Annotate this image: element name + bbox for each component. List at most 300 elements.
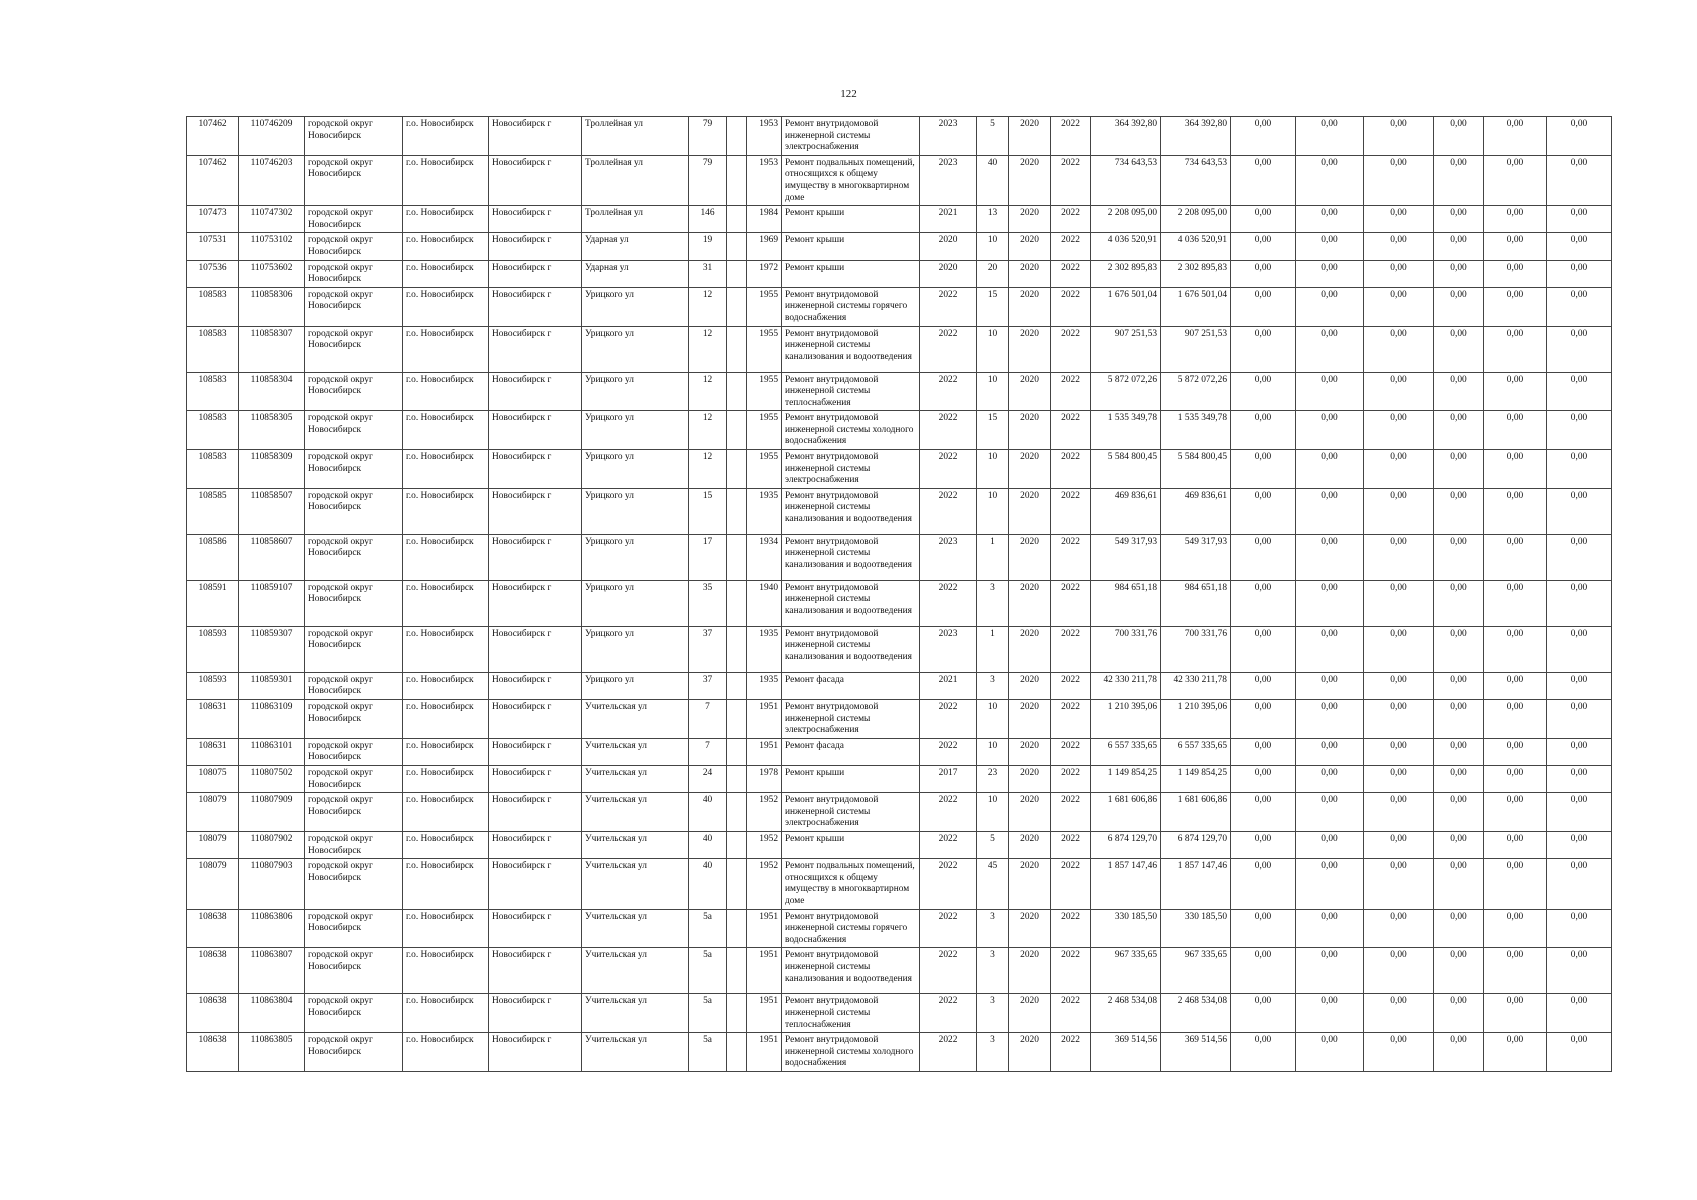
- cell-other-funds: 0,00: [1484, 287, 1547, 326]
- cell-budget-local: 0,00: [1364, 831, 1434, 858]
- cell-owners-funds: 0,00: [1434, 859, 1484, 909]
- cell-period-end: 2022: [1051, 117, 1091, 156]
- cell-budget-local: 0,00: [1364, 700, 1434, 739]
- cell-street: Урицкого ул: [582, 672, 689, 699]
- cell-work-type: Ремонт внутридомовой инженерной системы электроснабжения: [782, 450, 920, 489]
- cell-total-cost: 42 330 211,78: [1091, 672, 1161, 699]
- cell-plan-year: 2023: [920, 534, 977, 580]
- cell-street: Урицкого ул: [582, 450, 689, 489]
- cell-owners-funds: 0,00: [1434, 700, 1484, 739]
- cell-other-funds: 0,00: [1484, 233, 1547, 260]
- cell-total-cost: 4 036 520,91: [1091, 233, 1161, 260]
- cell-period-start: 2020: [1009, 326, 1051, 372]
- cell-budget-federal: 0,00: [1231, 672, 1296, 699]
- cell-owners-funds: 0,00: [1434, 580, 1484, 626]
- cell-fund-cost: 6 557 335,65: [1161, 738, 1231, 765]
- cell-budget-federal: 0,00: [1231, 287, 1296, 326]
- cell-build-year: 1951: [747, 1033, 782, 1072]
- cell-wear-percent: 10: [977, 738, 1009, 765]
- cell-plan-year: 2022: [920, 1033, 977, 1072]
- cell-building-part: [727, 372, 747, 411]
- cell-building-part: [727, 580, 747, 626]
- cell-owners-funds: 0,00: [1434, 831, 1484, 858]
- cell-building-part: [727, 909, 747, 948]
- cell-work-id: 110807502: [239, 766, 305, 793]
- cell-city: Новосибирск г: [489, 626, 582, 672]
- cell-street: Троллейная ул: [582, 155, 689, 205]
- cell-period-end: 2022: [1051, 909, 1091, 948]
- cell-wear-percent: 15: [977, 411, 1009, 450]
- cell-city: Новосибирск г: [489, 672, 582, 699]
- cell-work-id: 110858309: [239, 450, 305, 489]
- cell-total-cost: 2 468 534,08: [1091, 994, 1161, 1033]
- cell-object-id: 108583: [187, 287, 239, 326]
- cell-budget-federal: 0,00: [1231, 206, 1296, 233]
- cell-reserve-funds: 0,00: [1547, 738, 1612, 765]
- cell-building-part: [727, 488, 747, 534]
- cell-object-id: 107531: [187, 233, 239, 260]
- cell-fund-cost: 967 335,65: [1161, 948, 1231, 994]
- cell-district: г.о. Новосибирск: [403, 1033, 489, 1072]
- cell-fund-cost: 907 251,53: [1161, 326, 1231, 372]
- cell-wear-percent: 10: [977, 326, 1009, 372]
- cell-period-start: 2020: [1009, 700, 1051, 739]
- cell-period-end: 2022: [1051, 994, 1091, 1033]
- cell-owners-funds: 0,00: [1434, 411, 1484, 450]
- cell-build-year: 1952: [747, 859, 782, 909]
- cell-wear-percent: 10: [977, 793, 1009, 832]
- cell-period-start: 2020: [1009, 994, 1051, 1033]
- cell-district: г.о. Новосибирск: [403, 372, 489, 411]
- table-row: [187, 450, 1612, 489]
- cell-house-number: 12: [689, 287, 727, 326]
- cell-wear-percent: 1: [977, 626, 1009, 672]
- cell-work-id: 110863804: [239, 994, 305, 1033]
- cell-street: Учительская ул: [582, 948, 689, 994]
- cell-reserve-funds: 0,00: [1547, 450, 1612, 489]
- cell-build-year: 1972: [747, 260, 782, 287]
- cell-house-number: 37: [689, 626, 727, 672]
- table-row: [187, 700, 1612, 739]
- cell-budget-regional: 0,00: [1296, 411, 1364, 450]
- cell-owners-funds: 0,00: [1434, 738, 1484, 765]
- cell-house-number: 12: [689, 372, 727, 411]
- cell-build-year: 1955: [747, 326, 782, 372]
- cell-work-id: 110858304: [239, 372, 305, 411]
- cell-period-start: 2020: [1009, 1033, 1051, 1072]
- cell-building-part: [727, 626, 747, 672]
- cell-owners-funds: 0,00: [1434, 534, 1484, 580]
- cell-total-cost: 549 317,93: [1091, 534, 1161, 580]
- cell-budget-local: 0,00: [1364, 534, 1434, 580]
- table-row: [187, 260, 1612, 287]
- cell-fund-cost: 1 210 395,06: [1161, 700, 1231, 739]
- cell-work-id: 110807909: [239, 793, 305, 832]
- cell-building-part: [727, 117, 747, 156]
- cell-other-funds: 0,00: [1484, 672, 1547, 699]
- cell-fund-cost: 4 036 520,91: [1161, 233, 1231, 260]
- table-row: [187, 372, 1612, 411]
- cell-fund-cost: 5 584 800,45: [1161, 450, 1231, 489]
- cell-building-part: [727, 994, 747, 1033]
- cell-budget-local: 0,00: [1364, 859, 1434, 909]
- cell-house-number: 79: [689, 155, 727, 205]
- cell-object-id: 108079: [187, 793, 239, 832]
- cell-street: Учительская ул: [582, 1033, 689, 1072]
- cell-work-type: Ремонт крыши: [782, 831, 920, 858]
- cell-work-type: Ремонт внутридомовой инженерной системы электроснабжения: [782, 793, 920, 832]
- table-row: [187, 909, 1612, 948]
- cell-plan-year: 2021: [920, 672, 977, 699]
- cell-build-year: 1955: [747, 450, 782, 489]
- cell-period-end: 2022: [1051, 672, 1091, 699]
- cell-district: г.о. Новосибирск: [403, 700, 489, 739]
- cell-reserve-funds: 0,00: [1547, 831, 1612, 858]
- cell-municipality: городской округ Новосибирск: [305, 233, 403, 260]
- cell-work-type: Ремонт внутридомовой инженерной системы канализования и водоотведения: [782, 488, 920, 534]
- cell-period-start: 2020: [1009, 450, 1051, 489]
- cell-building-part: [727, 1033, 747, 1072]
- cell-budget-regional: 0,00: [1296, 155, 1364, 205]
- cell-street: Учительская ул: [582, 738, 689, 765]
- cell-street: Троллейная ул: [582, 117, 689, 156]
- cell-owners-funds: 0,00: [1434, 326, 1484, 372]
- cell-district: г.о. Новосибирск: [403, 117, 489, 156]
- cell-period-end: 2022: [1051, 372, 1091, 411]
- cell-period-end: 2022: [1051, 626, 1091, 672]
- cell-period-end: 2022: [1051, 287, 1091, 326]
- cell-municipality: городской округ Новосибирск: [305, 793, 403, 832]
- cell-house-number: 17: [689, 534, 727, 580]
- cell-budget-regional: 0,00: [1296, 766, 1364, 793]
- cell-city: Новосибирск г: [489, 287, 582, 326]
- cell-municipality: городской округ Новосибирск: [305, 155, 403, 205]
- cell-house-number: 40: [689, 793, 727, 832]
- cell-building-part: [727, 411, 747, 450]
- cell-work-id: 110858607: [239, 534, 305, 580]
- cell-city: Новосибирск г: [489, 580, 582, 626]
- cell-wear-percent: 5: [977, 831, 1009, 858]
- cell-object-id: 108583: [187, 411, 239, 450]
- cell-work-id: 110858307: [239, 326, 305, 372]
- cell-period-start: 2020: [1009, 738, 1051, 765]
- cell-plan-year: 2022: [920, 909, 977, 948]
- cell-work-type: Ремонт внутридомовой инженерной системы теплоснабжения: [782, 372, 920, 411]
- cell-owners-funds: 0,00: [1434, 372, 1484, 411]
- cell-work-type: Ремонт внутридомовой инженерной системы теплоснабжения: [782, 994, 920, 1033]
- cell-reserve-funds: 0,00: [1547, 580, 1612, 626]
- cell-build-year: 1935: [747, 488, 782, 534]
- cell-other-funds: 0,00: [1484, 372, 1547, 411]
- cell-building-part: [727, 700, 747, 739]
- cell-build-year: 1952: [747, 793, 782, 832]
- table-row: [187, 831, 1612, 858]
- cell-plan-year: 2020: [920, 260, 977, 287]
- cell-work-id: 110753602: [239, 260, 305, 287]
- cell-period-end: 2022: [1051, 1033, 1091, 1072]
- cell-owners-funds: 0,00: [1434, 260, 1484, 287]
- cell-object-id: 108638: [187, 909, 239, 948]
- cell-district: г.о. Новосибирск: [403, 672, 489, 699]
- cell-owners-funds: 0,00: [1434, 626, 1484, 672]
- cell-city: Новосибирск г: [489, 948, 582, 994]
- cell-budget-federal: 0,00: [1231, 580, 1296, 626]
- cell-build-year: 1952: [747, 831, 782, 858]
- cell-budget-local: 0,00: [1364, 206, 1434, 233]
- cell-build-year: 1953: [747, 155, 782, 205]
- cell-street: Ударная ул: [582, 233, 689, 260]
- cell-period-start: 2020: [1009, 766, 1051, 793]
- cell-object-id: 108631: [187, 700, 239, 739]
- cell-work-id: 110863109: [239, 700, 305, 739]
- cell-object-id: 108583: [187, 326, 239, 372]
- cell-object-id: 108638: [187, 1033, 239, 1072]
- cell-total-cost: 6 557 335,65: [1091, 738, 1161, 765]
- cell-work-id: 110807902: [239, 831, 305, 858]
- cell-plan-year: 2022: [920, 700, 977, 739]
- cell-build-year: 1951: [747, 700, 782, 739]
- cell-other-funds: 0,00: [1484, 326, 1547, 372]
- cell-budget-regional: 0,00: [1296, 994, 1364, 1033]
- cell-wear-percent: 3: [977, 580, 1009, 626]
- cell-reserve-funds: 0,00: [1547, 793, 1612, 832]
- cell-plan-year: 2022: [920, 450, 977, 489]
- cell-budget-regional: 0,00: [1296, 626, 1364, 672]
- cell-street: Урицкого ул: [582, 287, 689, 326]
- cell-district: г.о. Новосибирск: [403, 233, 489, 260]
- cell-reserve-funds: 0,00: [1547, 948, 1612, 994]
- cell-period-end: 2022: [1051, 738, 1091, 765]
- cell-city: Новосибирск г: [489, 1033, 582, 1072]
- cell-other-funds: 0,00: [1484, 155, 1547, 205]
- cell-other-funds: 0,00: [1484, 488, 1547, 534]
- cell-budget-local: 0,00: [1364, 326, 1434, 372]
- cell-object-id: 108638: [187, 994, 239, 1033]
- cell-plan-year: 2022: [920, 831, 977, 858]
- cell-district: г.о. Новосибирск: [403, 580, 489, 626]
- cell-budget-federal: 0,00: [1231, 450, 1296, 489]
- cell-total-cost: 1 149 854,25: [1091, 766, 1161, 793]
- cell-budget-federal: 0,00: [1231, 326, 1296, 372]
- cell-budget-local: 0,00: [1364, 738, 1434, 765]
- cell-total-cost: 5 872 072,26: [1091, 372, 1161, 411]
- cell-reserve-funds: 0,00: [1547, 287, 1612, 326]
- cell-wear-percent: 13: [977, 206, 1009, 233]
- cell-city: Новосибирск г: [489, 117, 582, 156]
- cell-city: Новосибирск г: [489, 450, 582, 489]
- cell-budget-regional: 0,00: [1296, 287, 1364, 326]
- cell-budget-regional: 0,00: [1296, 700, 1364, 739]
- cell-budget-local: 0,00: [1364, 580, 1434, 626]
- cell-municipality: городской округ Новосибирск: [305, 1033, 403, 1072]
- cell-work-id: 110807903: [239, 859, 305, 909]
- cell-wear-percent: 45: [977, 859, 1009, 909]
- cell-plan-year: 2023: [920, 155, 977, 205]
- cell-street: Урицкого ул: [582, 488, 689, 534]
- cell-budget-regional: 0,00: [1296, 534, 1364, 580]
- cell-budget-federal: 0,00: [1231, 738, 1296, 765]
- cell-period-end: 2022: [1051, 831, 1091, 858]
- cell-street: Урицкого ул: [582, 534, 689, 580]
- cell-work-type: Ремонт внутридомовой инженерной системы электроснабжения: [782, 117, 920, 156]
- cell-street: Урицкого ул: [582, 626, 689, 672]
- cell-budget-regional: 0,00: [1296, 859, 1364, 909]
- cell-work-type: Ремонт крыши: [782, 206, 920, 233]
- cell-period-start: 2020: [1009, 626, 1051, 672]
- cell-fund-cost: 42 330 211,78: [1161, 672, 1231, 699]
- cell-object-id: 108075: [187, 766, 239, 793]
- cell-district: г.о. Новосибирск: [403, 831, 489, 858]
- cell-building-part: [727, 859, 747, 909]
- cell-work-type: Ремонт внутридомовой инженерной системы электроснабжения: [782, 700, 920, 739]
- cell-reserve-funds: 0,00: [1547, 155, 1612, 205]
- cell-owners-funds: 0,00: [1434, 1033, 1484, 1072]
- cell-municipality: городской округ Новосибирск: [305, 372, 403, 411]
- cell-municipality: городской округ Новосибирск: [305, 287, 403, 326]
- cell-work-id: 110859307: [239, 626, 305, 672]
- cell-budget-local: 0,00: [1364, 948, 1434, 994]
- cell-wear-percent: 20: [977, 260, 1009, 287]
- cell-reserve-funds: 0,00: [1547, 766, 1612, 793]
- cell-district: г.о. Новосибирск: [403, 287, 489, 326]
- cell-building-part: [727, 831, 747, 858]
- cell-plan-year: 2022: [920, 326, 977, 372]
- cell-fund-cost: 330 185,50: [1161, 909, 1231, 948]
- cell-reserve-funds: 0,00: [1547, 859, 1612, 909]
- cell-fund-cost: 6 874 129,70: [1161, 831, 1231, 858]
- cell-house-number: 5а: [689, 994, 727, 1033]
- cell-period-start: 2020: [1009, 233, 1051, 260]
- cell-period-start: 2020: [1009, 260, 1051, 287]
- cell-plan-year: 2022: [920, 738, 977, 765]
- cell-object-id: 108593: [187, 672, 239, 699]
- cell-budget-local: 0,00: [1364, 372, 1434, 411]
- cell-wear-percent: 5: [977, 117, 1009, 156]
- cell-owners-funds: 0,00: [1434, 117, 1484, 156]
- cell-building-part: [727, 326, 747, 372]
- cell-budget-regional: 0,00: [1296, 738, 1364, 765]
- cell-municipality: городской округ Новосибирск: [305, 326, 403, 372]
- cell-work-id: 110746203: [239, 155, 305, 205]
- cell-build-year: 1951: [747, 948, 782, 994]
- cell-total-cost: 700 331,76: [1091, 626, 1161, 672]
- cell-budget-local: 0,00: [1364, 260, 1434, 287]
- cell-build-year: 1984: [747, 206, 782, 233]
- cell-street: Учительская ул: [582, 909, 689, 948]
- cell-budget-local: 0,00: [1364, 488, 1434, 534]
- cell-budget-local: 0,00: [1364, 909, 1434, 948]
- cell-plan-year: 2022: [920, 411, 977, 450]
- cell-work-type: Ремонт внутридомовой инженерной системы канализования и водоотведения: [782, 534, 920, 580]
- cell-object-id: 107462: [187, 155, 239, 205]
- cell-house-number: 40: [689, 859, 727, 909]
- cell-budget-local: 0,00: [1364, 287, 1434, 326]
- cell-municipality: городской округ Новосибирск: [305, 909, 403, 948]
- cell-work-type: Ремонт крыши: [782, 260, 920, 287]
- cell-fund-cost: 2 208 095,00: [1161, 206, 1231, 233]
- cell-wear-percent: 3: [977, 909, 1009, 948]
- cell-period-start: 2020: [1009, 411, 1051, 450]
- cell-building-part: [727, 534, 747, 580]
- cell-other-funds: 0,00: [1484, 831, 1547, 858]
- cell-budget-federal: 0,00: [1231, 233, 1296, 260]
- cell-budget-local: 0,00: [1364, 994, 1434, 1033]
- cell-build-year: 1935: [747, 626, 782, 672]
- cell-period-end: 2022: [1051, 793, 1091, 832]
- cell-municipality: городской округ Новосибирск: [305, 117, 403, 156]
- cell-budget-federal: 0,00: [1231, 1033, 1296, 1072]
- table-row: [187, 738, 1612, 765]
- cell-period-end: 2022: [1051, 948, 1091, 994]
- cell-period-start: 2020: [1009, 117, 1051, 156]
- cell-city: Новосибирск г: [489, 766, 582, 793]
- cell-period-start: 2020: [1009, 206, 1051, 233]
- cell-city: Новосибирск г: [489, 994, 582, 1033]
- cell-total-cost: 2 302 895,83: [1091, 260, 1161, 287]
- cell-building-part: [727, 948, 747, 994]
- cell-total-cost: 967 335,65: [1091, 948, 1161, 994]
- cell-budget-regional: 0,00: [1296, 206, 1364, 233]
- cell-other-funds: 0,00: [1484, 534, 1547, 580]
- table-row: [187, 994, 1612, 1033]
- cell-reserve-funds: 0,00: [1547, 206, 1612, 233]
- cell-owners-funds: 0,00: [1434, 793, 1484, 832]
- cell-budget-federal: 0,00: [1231, 793, 1296, 832]
- cell-street: Учительская ул: [582, 766, 689, 793]
- cell-reserve-funds: 0,00: [1547, 372, 1612, 411]
- cell-period-start: 2020: [1009, 287, 1051, 326]
- cell-work-id: 110863807: [239, 948, 305, 994]
- cell-work-type: Ремонт внутридомовой инженерной системы канализования и водоотведения: [782, 626, 920, 672]
- cell-building-part: [727, 672, 747, 699]
- cell-work-type: Ремонт внутридомовой инженерной системы горячего водоснабжения: [782, 287, 920, 326]
- cell-budget-regional: 0,00: [1296, 909, 1364, 948]
- cell-reserve-funds: 0,00: [1547, 534, 1612, 580]
- cell-wear-percent: 3: [977, 672, 1009, 699]
- cell-object-id: 108591: [187, 580, 239, 626]
- cell-work-type: Ремонт крыши: [782, 766, 920, 793]
- cell-budget-federal: 0,00: [1231, 372, 1296, 411]
- cell-build-year: 1953: [747, 117, 782, 156]
- cell-plan-year: 2022: [920, 580, 977, 626]
- cell-house-number: 12: [689, 411, 727, 450]
- cell-period-end: 2022: [1051, 411, 1091, 450]
- page-number: 122: [840, 88, 857, 100]
- cell-owners-funds: 0,00: [1434, 155, 1484, 205]
- cell-wear-percent: 10: [977, 488, 1009, 534]
- cell-period-end: 2022: [1051, 580, 1091, 626]
- cell-budget-federal: 0,00: [1231, 534, 1296, 580]
- cell-budget-regional: 0,00: [1296, 1033, 1364, 1072]
- table-row: [187, 326, 1612, 372]
- cell-reserve-funds: 0,00: [1547, 626, 1612, 672]
- cell-work-type: Ремонт подвальных помещений, относящихся к общему имуществу в многоквартирном доме: [782, 155, 920, 205]
- cell-other-funds: 0,00: [1484, 580, 1547, 626]
- table-row: [187, 948, 1612, 994]
- cell-district: г.о. Новосибирск: [403, 155, 489, 205]
- cell-budget-local: 0,00: [1364, 626, 1434, 672]
- cell-budget-local: 0,00: [1364, 672, 1434, 699]
- cell-building-part: [727, 793, 747, 832]
- cell-street: Учительская ул: [582, 994, 689, 1033]
- cell-budget-regional: 0,00: [1296, 326, 1364, 372]
- cell-work-id: 110863101: [239, 738, 305, 765]
- cell-budget-local: 0,00: [1364, 766, 1434, 793]
- cell-other-funds: 0,00: [1484, 948, 1547, 994]
- cell-reserve-funds: 0,00: [1547, 233, 1612, 260]
- cell-object-id: 107473: [187, 206, 239, 233]
- cell-reserve-funds: 0,00: [1547, 411, 1612, 450]
